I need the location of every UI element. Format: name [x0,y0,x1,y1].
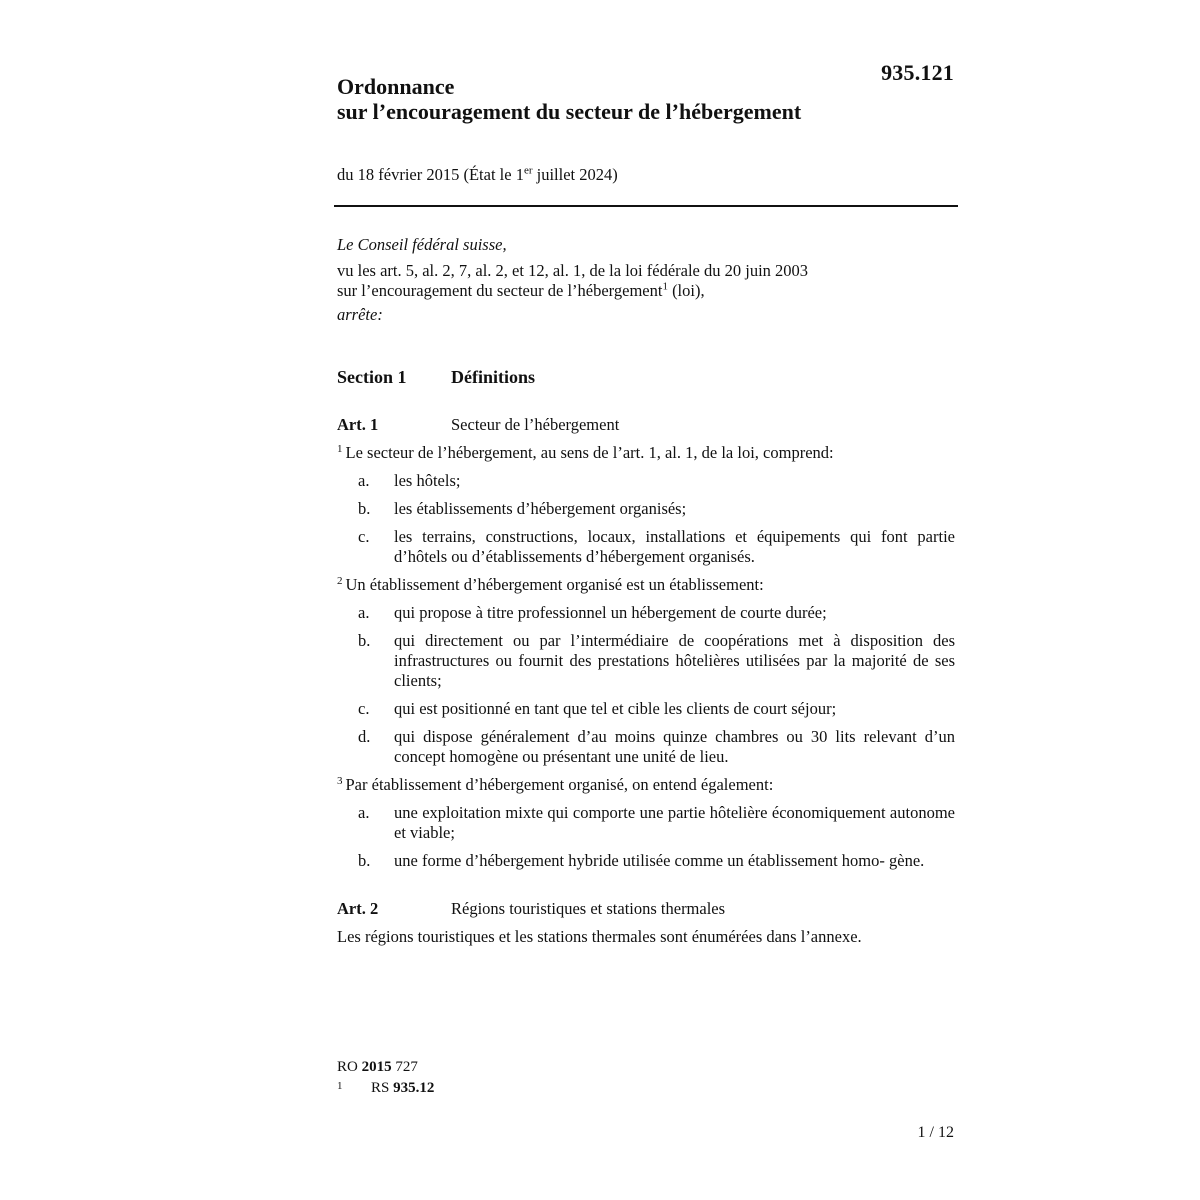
art-2-number: Art. 2 [337,899,379,918]
list-item [337,803,955,843]
preamble-vu-line-1: vu les art. 5, al. 2, 7, al. 2, et 12, al. 1, de la loi fédérale du 20 juin 2003 [337,261,809,280]
al-number: 1 [337,442,343,455]
art-2-heading [337,899,955,919]
item-text: qui dispose généralement d’au moins quinze chambres ou 30 lits relevant d’un concept homogène ou présentant une unité de lieu. [394,727,955,766]
preamble-vu-line-2-suffix: (loi), [667,281,705,300]
footnote-ref-link[interactable]: 935.12 [393,1080,435,1096]
item-text: qui est positionné en tant que tel et cible les clients de court séjour; [394,699,837,718]
item-text: qui propose à titre professionnel un hébergement de courte durée; [394,603,827,622]
al-text: Le secteur de l’hébergement, au sens de l’art. 1, al. 1, de la loi, comprend: [345,443,834,462]
section-1-number: Section 1 [337,367,407,387]
preamble-arrete: arrête: [337,305,383,324]
footer-ro-reference [337,1059,418,1076]
item-text: qui directement ou par l’intermédiaire de coopérations met à disposition des infrastructures ou fournit des prestations hôtelières utilisées par la majorité de ses clients; [394,631,955,690]
title-line-1: Ordonnance [337,74,455,99]
ro-page: 727 [391,1059,418,1075]
item-letter: a. [358,471,370,490]
preamble [337,235,955,325]
item-text: les hôtels; [394,471,461,490]
list-item [337,471,955,491]
list-item [337,699,955,719]
footnote-1 [337,1080,434,1097]
item-letter: b. [358,631,371,650]
item-text: une exploitation mixte qui comporte une partie hôtelière économiquement autonome et viable; [394,803,955,842]
art-1-al-2-list [337,603,955,767]
art-1-title: Secteur de l’hébergement [451,415,620,434]
al-number: 3 [337,774,343,787]
date-prefix: du 18 février 2015 (État le 1 [337,165,524,184]
art-2-text: Les régions touristiques et les stations thermales sont énumérées dans l’annexe. [337,927,862,946]
art-1-al-1 [337,443,955,463]
item-letter: a. [358,603,370,622]
art-1-number: Art. 1 [337,415,379,434]
item-letter: a. [358,803,370,822]
section-1-heading [337,367,955,387]
date-superscript: er [523,164,533,177]
art-1-al-3-list [337,803,955,871]
ro-prefix: RO [337,1059,362,1075]
header-divider [334,205,958,207]
date-line [337,165,618,185]
footnote-number: 1 [337,1080,343,1092]
art-2-title: Régions touristiques et stations thermales [451,899,726,918]
list-item [337,499,955,519]
page-number: 1 / 12 [917,1124,954,1141]
preamble-vu-line-2-text: sur l’encouragement du secteur de l’hébergement [337,281,663,300]
art-1-heading [337,415,955,435]
item-text: les établissements d’hébergement organisés; [394,499,687,518]
document-body [337,235,955,947]
ro-year: 2015 [361,1059,392,1075]
preamble-council: Le Conseil fédéral suisse, [337,235,507,254]
document-title [337,74,801,124]
footnote-text [371,1080,434,1097]
item-text: une forme d’hébergement hybride utilisée comme un établissement homo- gène. [394,851,925,870]
sr-number: 935.121 [881,60,954,85]
art-1-al-1-list [337,471,955,567]
footnote-ref-1[interactable]: 1 [662,280,668,293]
list-item [337,527,955,567]
item-letter: d. [358,727,371,746]
list-item [337,727,955,767]
art-1-al-3 [337,775,955,795]
section-1-title: Définitions [451,367,536,387]
item-letter: c. [358,527,370,546]
item-letter: b. [358,851,371,870]
art-1-al-2 [337,575,955,595]
al-text: Un établissement d’hébergement organisé est un établissement: [345,575,764,594]
footnote-prefix: RS [371,1080,394,1096]
al-text: Par établissement d’hébergement organisé, on entend également: [345,775,774,794]
item-letter: c. [358,699,370,718]
item-text: les terrains, constructions, locaux, installations et équipements qui font partie d’hôtels ou d’établissements d’hébergement organisés. [394,527,955,566]
al-number: 2 [337,574,343,587]
list-item [337,603,955,623]
list-item [337,851,955,871]
preamble-vu-line-2 [337,281,955,301]
item-letter: b. [358,499,371,518]
date-suffix: juillet 2024) [532,165,618,184]
list-item [337,631,955,691]
title-line-2: sur l’encouragement du secteur de l’hébergement [337,99,802,124]
